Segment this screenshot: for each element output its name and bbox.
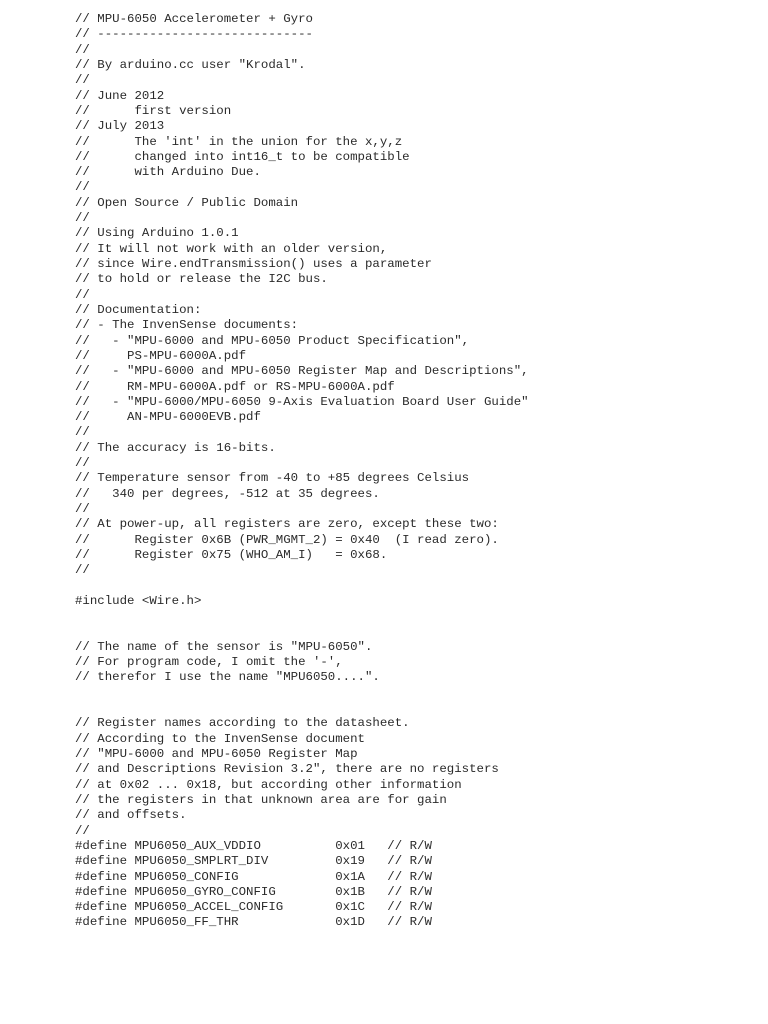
code-line: // the registers in that unknown area are for gain xyxy=(75,792,447,807)
code-line: // xyxy=(75,823,90,838)
code-line xyxy=(75,579,529,594)
code-line: // July 2013 xyxy=(75,119,165,134)
code-line: // Documentation: xyxy=(75,302,202,317)
code-line: // - "MPU-6000 and MPU-6050 Product Specification", xyxy=(75,333,470,348)
code-line xyxy=(75,609,529,624)
code-line: // with Arduino Due. xyxy=(75,165,261,180)
code-line: // xyxy=(75,42,90,57)
code-line: // According to the InvenSense document xyxy=(75,731,365,746)
code-line: // Register 0x6B (PWR_MGMT_2) = 0x40 (I read zero). xyxy=(75,532,499,547)
code-line xyxy=(75,625,529,640)
code-line: // PS-MPU-6000A.pdf xyxy=(75,348,247,363)
code-line: // xyxy=(75,287,90,302)
code-line: #include <Wire.h> xyxy=(75,593,202,608)
code-line: // - The InvenSense documents: xyxy=(75,318,299,333)
code-line: // The accuracy is 16-bits. xyxy=(75,440,276,455)
code-line: // to hold or release the I2C bus. xyxy=(75,272,328,287)
code-line: // and offsets. xyxy=(75,808,187,823)
code-line: #define MPU6050_SMPLRT_DIV 0x19 // R/W xyxy=(75,854,432,869)
code-listing xyxy=(75,12,529,931)
code-line: // Register 0x75 (WHO_AM_I) = 0x68. xyxy=(75,547,388,562)
code-line: // - "MPU-6000 and MPU-6050 Register Map and Descriptions", xyxy=(75,364,529,379)
code-line: // therefor I use the name "MPU6050....". xyxy=(75,670,380,685)
code-line: // Open Source / Public Domain xyxy=(75,195,299,210)
code-line: // Register names according to the datasheet. xyxy=(75,716,410,731)
code-line: // 340 per degrees, -512 at 35 degrees. xyxy=(75,486,380,501)
code-line: // changed into int16_t to be compatible xyxy=(75,149,410,164)
code-line: // Using Arduino 1.0.1 xyxy=(75,226,239,241)
code-line: // and Descriptions Revision 3.2", there are no registers xyxy=(75,762,499,777)
code-line: #define MPU6050_ACCEL_CONFIG 0x1C // R/W xyxy=(75,900,432,915)
code-line: // AN-MPU-6000EVB.pdf xyxy=(75,410,261,425)
code-line: // xyxy=(75,180,90,195)
code-line: // - "MPU-6000/MPU-6050 9-Axis Evaluation Board User Guide" xyxy=(75,394,529,409)
code-line: // "MPU-6000 and MPU-6050 Register Map xyxy=(75,747,358,761)
code-line: // xyxy=(75,425,90,440)
code-line: // xyxy=(75,211,90,226)
code-line: // xyxy=(75,456,90,471)
code-line: // By arduino.cc user "Krodal". xyxy=(75,57,306,72)
code-line: // Temperature sensor from -40 to +85 degrees Celsius xyxy=(75,471,470,486)
code-line: // xyxy=(75,502,90,516)
code-line: // RM-MPU-6000A.pdf or RS-MPU-6000A.pdf xyxy=(75,379,395,394)
code-line: // The name of the sensor is "MPU-6050". xyxy=(75,639,373,654)
code-line: // since Wire.endTransmission() uses a parameter xyxy=(75,257,432,271)
code-line: // ----------------------------- xyxy=(75,27,313,42)
code-line: #define MPU6050_GYRO_CONFIG 0x1B // R/W xyxy=(75,884,432,899)
code-line: #define MPU6050_CONFIG 0x1A // R/W xyxy=(75,869,432,884)
code-line: #define MPU6050_FF_THR 0x1D // R/W xyxy=(75,915,432,930)
code-line: // For program code, I omit the '-', xyxy=(75,655,343,670)
code-line: // It will not work with an older version, xyxy=(75,241,388,256)
code-line: // The 'int' in the union for the x,y,z xyxy=(75,134,403,149)
code-line xyxy=(75,701,529,716)
code-line xyxy=(75,686,529,701)
code-line: // first version xyxy=(75,103,232,118)
code-line: // June 2012 xyxy=(75,88,165,103)
code-line: // At power-up, all registers are zero, except these two: xyxy=(75,517,499,532)
code-line: // xyxy=(75,563,90,578)
code-line: #define MPU6050_AUX_VDDIO 0x01 // R/W xyxy=(75,838,432,853)
code-line: // xyxy=(75,73,90,88)
code-line: // at 0x02 ... 0x18, but according other information xyxy=(75,777,462,792)
code-line: // MPU-6050 Accelerometer + Gyro xyxy=(75,12,313,26)
